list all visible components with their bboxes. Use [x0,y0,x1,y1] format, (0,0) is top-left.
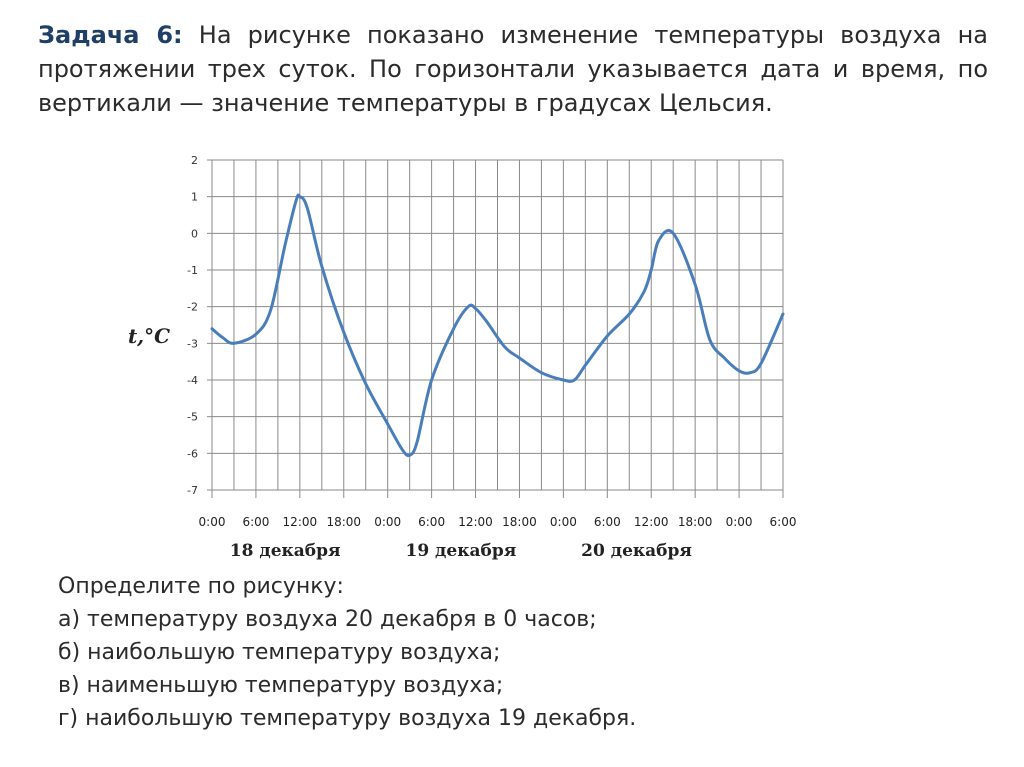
x-tick-label: 18:00 [502,515,537,529]
date-label: 18 декабря [229,541,341,561]
x-tick-label: 6:00 [242,515,270,529]
x-tick-label: 0:00 [549,515,577,529]
y-tick-label: -1 [187,264,198,277]
x-tick-label: 18:00 [326,515,362,529]
x-tick-label: 0:00 [725,515,753,529]
y-tick-label: 1 [191,190,198,204]
x-tick-label: 0:00 [198,515,226,529]
date-label: 19 декабря [405,541,517,561]
date-label: 20 декабря [581,541,692,561]
x-tick-label: 6:00 [418,515,446,529]
y-tick-label: 2 [191,154,198,167]
question-d: г) наибольшую температуру воздуха 19 декабря. [58,706,637,731]
y-tick-label: -4 [187,374,198,387]
y-axis-label: t,°C [127,324,171,348]
y-tick-label: -7 [187,484,198,497]
y-tick-label: -6 [187,447,198,461]
y-tick-label: 0 [191,227,198,241]
chart-ticks [187,154,796,529]
task-body: На рисунке показано изменение температуры воздуха на протяжении трех суток. По горизонтали указывается дата и время, по вертикали — значение температуры в градусах Цельсия. [38,21,988,117]
y-tick-label: -5 [187,410,198,424]
x-tick-label: 0:00 [374,515,402,529]
x-tick-label: 18:00 [677,515,713,529]
question-b: б) наибольшую температуру воздуха; [58,640,501,665]
questions [58,570,636,735]
question-a: а) температуру воздуха 20 декабря в 0 часов; [58,607,597,632]
x-tick-label: 12:00 [282,515,318,529]
x-tick-label: 12:00 [458,515,493,529]
y-tick-label: -2 [187,300,198,314]
chart-grid [212,160,783,490]
x-tick-label: 12:00 [633,515,669,529]
task-label: Задача 6: [38,21,183,49]
questions-intro: Определите по рисунку: [58,574,344,599]
x-tick-label: 6:00 [593,515,621,529]
y-tick-label: -3 [187,337,198,351]
x-tick-label: 6:00 [769,515,797,529]
question-c: в) наименьшую температуру воздуха; [58,673,504,698]
